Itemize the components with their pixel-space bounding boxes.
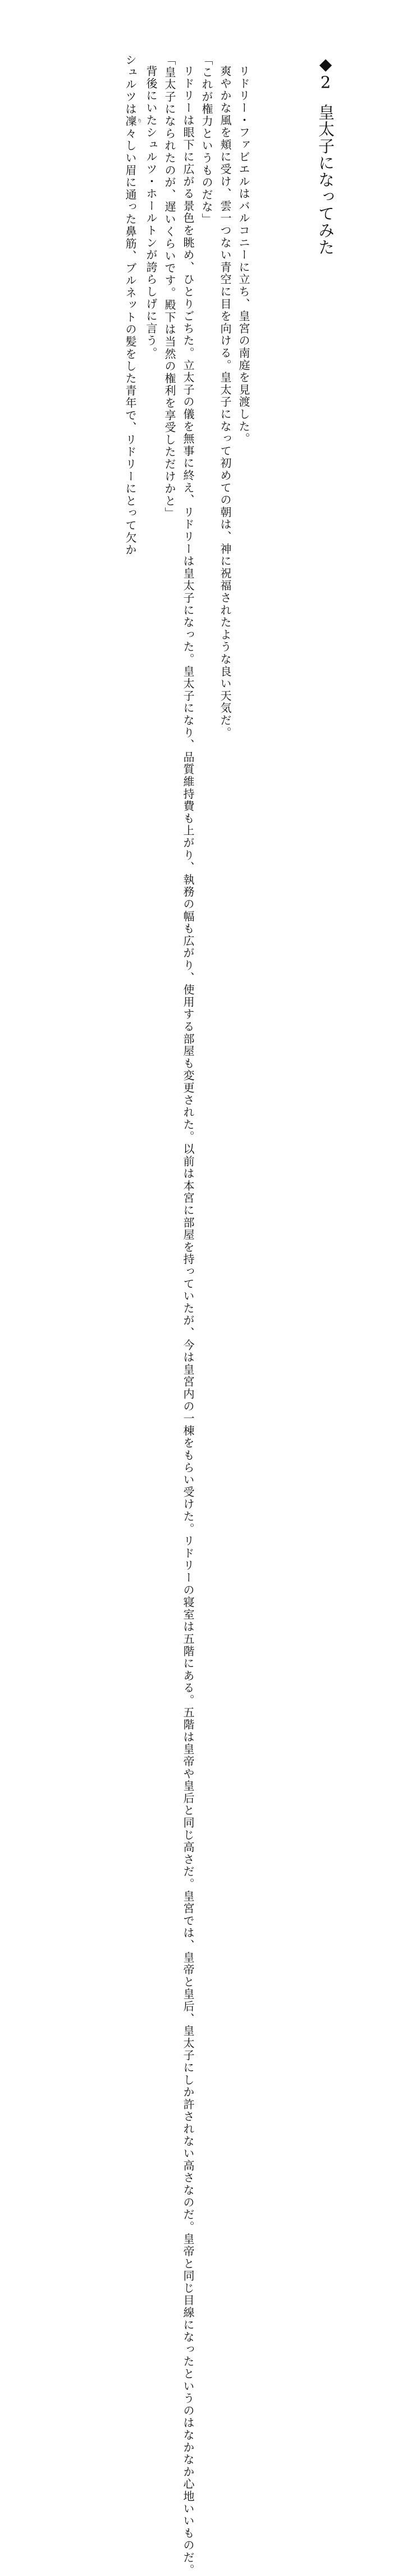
- body-text: [30, 54, 253, 2576]
- diamond-icon: ◆: [316, 54, 335, 74]
- paragraph: リドリー・ファビエルはバルコニーに立ち、皇宮の南庭を見渡した。: [237, 65, 250, 445]
- paragraph: リドリーは眼下に広がる景色を眺め、ひとりごちた。立太子の儀を無事に終え、リドリーは皇太子になった。皇太子になり、品質維持費も上がり、執務の幅も広がり、使用する部屋も変更された。以前は本宮に部屋を持っていたが、今は皇宮内の一棟をもらい受けた。リドリーの寝室は五階にある。五階は皇帝や皇后と同じ高さだ。皇宮では、皇帝と皇后、皇太子にしか許されない高さなのだ。皇帝と同じ目線になったというのはなかなか心地いいものだ。: [181, 65, 195, 2576]
- paragraph: 背後にいたシュルツ・ホールトンが誇らしげに言う。: [144, 65, 158, 360]
- chapter-number: 2: [320, 74, 331, 90]
- paragraph: 爽やかな風を頬に受け、雲一つない青空に目を向ける。皇太子になって初めての朝は、神に祝福されたような良い天気だ。: [218, 65, 232, 739]
- ruby-annotation: 凜り: [124, 115, 141, 128]
- chapter-title: 皇太子になってみた: [316, 104, 335, 256]
- paragraph-with-ruby: シュルツは凜り々しい眉に通った鼻筋、ブルネットの髪をした青年で、リドリーにとって欠か: [124, 54, 141, 556]
- chapter-heading: [312, 54, 339, 256]
- dialogue-paragraph: 「これが権力というものだな」: [200, 54, 213, 226]
- dialogue-paragraph: 「皇太子になられたのが、遅いくらいです。殿下は当然の権利を享受しただけかと」: [163, 54, 176, 520]
